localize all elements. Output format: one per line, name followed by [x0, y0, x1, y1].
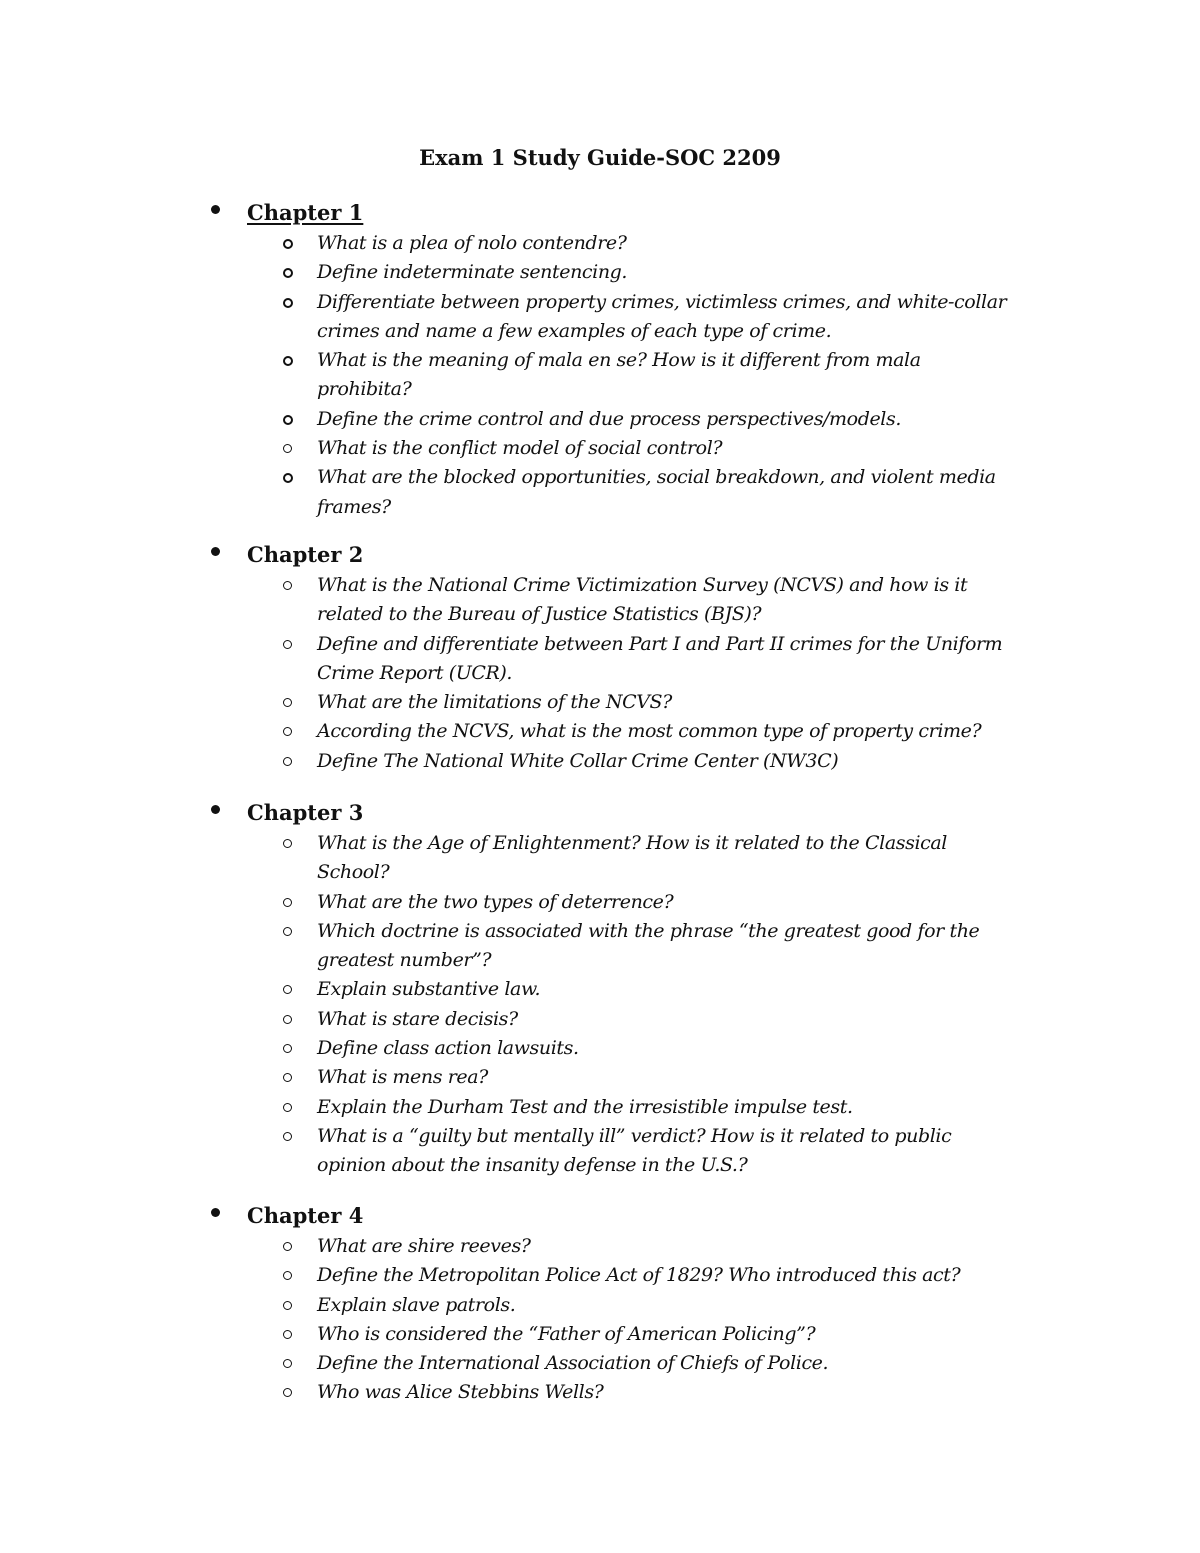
chapter-title: Chapter 2	[247, 542, 364, 567]
question-text: What are the limitations of the NCVS?	[317, 691, 672, 714]
chapter-title: Chapter 3	[247, 800, 364, 825]
question-text: Define the Metropolitan Police Act of 1829? Who introduced this act?	[317, 1264, 961, 1287]
question-text: According the NCVS, what is the most common type of property crime?	[317, 720, 982, 743]
question-item	[317, 1232, 1017, 1261]
question-item	[317, 1320, 1017, 1349]
question-item	[317, 917, 1017, 976]
question-text: Explain substantive law.	[317, 978, 541, 1001]
question-text: What is the National Crime Victimization Survey (NCVS) and how is it related to the Bureau of Justice Statistics (BJS)?	[317, 574, 968, 626]
chapter-2-section	[0, 541, 1200, 776]
circle-bullet-icon	[283, 415, 293, 425]
circle-bullet-icon	[283, 640, 292, 649]
bullet-icon	[211, 805, 220, 814]
chapter-heading	[0, 1202, 1200, 1232]
question-text: What is mens rea?	[317, 1066, 488, 1089]
circle-bullet-icon	[283, 1388, 292, 1397]
question-text: What are shire reeves?	[317, 1235, 531, 1257]
question-item	[317, 229, 1017, 258]
question-text: Define the International Association of Chiefs of Police.	[317, 1352, 829, 1375]
circle-bullet-icon	[283, 298, 293, 308]
chapter-3-section	[0, 799, 1200, 1181]
circle-bullet-icon	[283, 1359, 292, 1368]
question-item	[317, 1349, 1017, 1378]
question-item	[317, 463, 1017, 522]
circle-bullet-icon	[283, 1330, 292, 1339]
question-item	[317, 747, 1017, 776]
bullet-icon	[211, 547, 220, 556]
question-item	[317, 829, 1017, 888]
chapter-title: Chapter 1	[247, 200, 364, 225]
circle-bullet-icon	[283, 927, 292, 936]
question-item	[317, 688, 1017, 717]
question-text: Who is considered the “Father of American Policing”?	[317, 1322, 816, 1345]
chapter-4-section	[0, 1202, 1200, 1408]
question-item	[317, 888, 1017, 917]
question-item	[317, 1261, 1017, 1290]
circle-bullet-icon	[283, 1015, 292, 1024]
circle-bullet-icon	[283, 839, 292, 848]
question-text: Define and differentiate between Part I and Part II crimes for the Uniform Crime Report (UCR).	[317, 632, 1003, 684]
question-text: What is stare decisis?	[317, 1007, 518, 1030]
question-item	[317, 288, 1017, 347]
question-item	[317, 1063, 1017, 1092]
question-text: Explain slave patrols.	[317, 1293, 516, 1316]
chapter-heading	[0, 199, 1200, 229]
question-text: What is the conflict model of social control?	[317, 437, 723, 460]
bullet-icon	[211, 1208, 220, 1217]
question-item	[317, 1291, 1017, 1320]
question-text: Explain the Durham Test and the irresistible impulse test.	[317, 1095, 853, 1118]
question-item	[317, 346, 1017, 405]
question-item	[317, 1005, 1017, 1034]
question-text: Define class action lawsuits.	[317, 1037, 579, 1060]
question-item	[317, 434, 1017, 463]
chapter-1-section	[0, 199, 1200, 522]
circle-bullet-icon	[283, 1103, 292, 1112]
question-item	[317, 630, 1017, 689]
question-text: What is a plea of nolo contendre?	[317, 232, 627, 254]
question-item	[317, 1122, 1017, 1181]
question-item	[317, 975, 1017, 1004]
circle-bullet-icon	[283, 1301, 292, 1310]
circle-bullet-icon	[283, 698, 292, 707]
question-text: What are the two types of deterrence?	[317, 890, 674, 913]
circle-bullet-icon	[283, 473, 293, 483]
question-text: Differentiate between property crimes, victimless crimes, and white-collar crimes and name a few examples of each type of crime.	[317, 290, 1007, 342]
circle-bullet-icon	[283, 1073, 292, 1082]
chapter-heading	[0, 541, 1200, 571]
question-text: What is the Age of Enlightenment? How is it related to the Classical School?	[317, 832, 947, 884]
circle-bullet-icon	[283, 268, 293, 278]
circle-bullet-icon	[283, 1044, 292, 1053]
question-text: What is the meaning of mala en se? How is it different from mala prohibita?	[317, 349, 921, 401]
circle-bullet-icon	[283, 1271, 292, 1280]
circle-bullet-icon	[283, 898, 292, 907]
question-item	[317, 717, 1017, 746]
question-item	[317, 571, 1017, 630]
question-text: Who was Alice Stebbins Wells?	[317, 1381, 604, 1404]
chapter-heading	[0, 799, 1200, 829]
question-text: Define the crime control and due process perspectives/models.	[317, 407, 901, 430]
question-text: Which doctrine is associated with the phrase “the greatest good for the greatest number”?	[317, 919, 980, 972]
question-text: Define indeterminate sentencing.	[317, 261, 628, 284]
circle-bullet-icon	[283, 1132, 292, 1141]
circle-bullet-icon	[283, 727, 292, 736]
circle-bullet-icon	[283, 581, 292, 590]
question-text: What are the blocked opportunities, social breakdown, and violent media frames?	[317, 466, 996, 518]
question-item	[317, 258, 1017, 287]
circle-bullet-icon	[283, 985, 292, 994]
question-item	[317, 405, 1017, 434]
question-item	[317, 1034, 1017, 1063]
question-item	[317, 1093, 1017, 1122]
circle-bullet-icon	[283, 239, 293, 249]
document-title: Exam 1 Study Guide-SOC 2209	[419, 145, 781, 170]
circle-bullet-icon	[283, 757, 292, 766]
question-text: What is a “guilty but mentally ill” verdict? How is it related to public opinion about the insanity defense in the U.S.?	[317, 1124, 952, 1177]
bullet-icon	[211, 205, 220, 214]
circle-bullet-icon	[283, 444, 292, 453]
chapter-title: Chapter 4	[247, 1203, 364, 1228]
question-item	[317, 1378, 1017, 1407]
circle-bullet-icon	[283, 356, 293, 366]
circle-bullet-icon	[283, 1242, 292, 1251]
question-text: Define The National White Collar Crime Center (NW3C)	[317, 749, 839, 772]
